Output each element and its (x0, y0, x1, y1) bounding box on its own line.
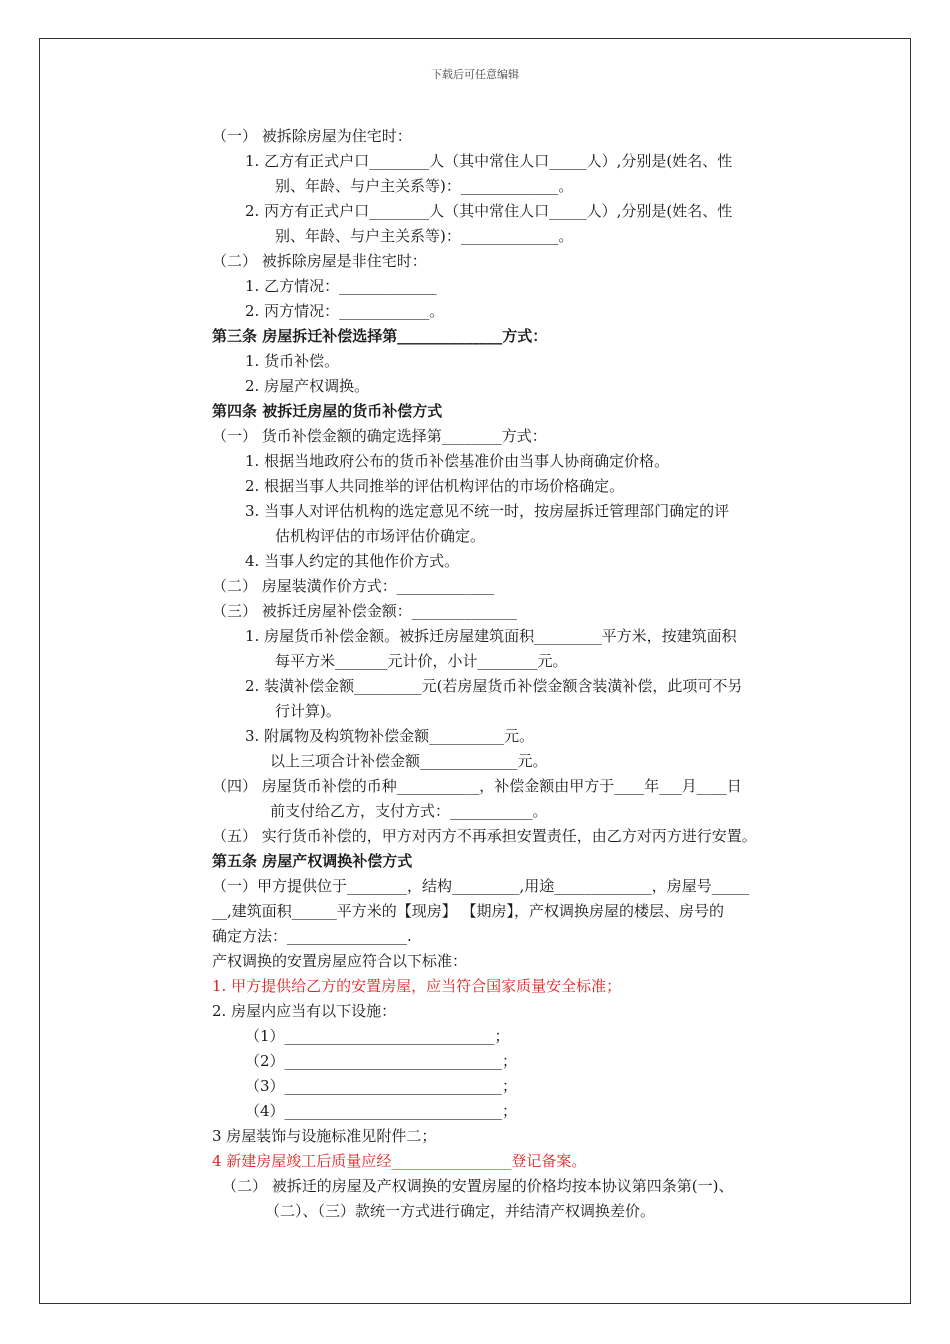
list-item: 1. 房屋货币补偿金额。被拆迁房屋建筑面积_________平方米，按建筑面积 (245, 627, 737, 645)
item-continuation: 估机构评估的市场评估价确定。 (275, 527, 486, 545)
item-continuation: 别、年龄、与户主关系等)：_____________。 (275, 227, 574, 245)
clause-amount-method: （一） 货币补偿金额的确定选择第________方式： (212, 427, 547, 445)
clause-property-location: （一）甲方提供位于________，结构_________,用途_____________，房屋号_____ (212, 877, 750, 895)
clause-resettlement: （五） 实行货币补偿的，甲方对丙方不再承担安置责任，由乙方对丙方进行安置。 (212, 827, 757, 845)
list-item: 1. 根据当地政府公布的货币补偿基准价由当事人协商确定价格。 (245, 452, 670, 470)
item-party-c-household: 2. 丙方有正式户口________人（其中常住人口_____人）,分别是(姓名、性 (245, 202, 733, 220)
article-5-heading: 第五条 房屋产权调换补偿方式 (212, 852, 413, 870)
standard-3: 3 房屋装饰与设施标准见附件二； (212, 1127, 437, 1145)
clause-currency: （四） 房屋货币补偿的币种___________，补偿金额由甲方于____年___月____日 (212, 777, 742, 795)
facility-line: （3）_____________________________； (245, 1077, 518, 1095)
standard-2: 2. 房屋内应当有以下设施： (212, 1002, 397, 1020)
item-continuation: 别、年龄、与户主关系等)：_____________。 (275, 177, 574, 195)
list-item: 3. 附属物及构筑物补偿金额__________元。 (245, 727, 535, 745)
clause-decoration-pricing: （二） 房屋装潢作价方式：_____________ (212, 577, 495, 595)
item-party-c-info: 2. 丙方情况：____________。 (245, 302, 445, 320)
list-item: 4. 当事人约定的其他作价方式。 (245, 552, 460, 570)
clause-compensation-amount: （三） 被拆迁房屋补偿金额：______________ (212, 602, 517, 620)
list-item: 2. 装潢补偿金额_________元(若房屋货币补偿金额含装潢补偿，此项可不另 (245, 677, 743, 695)
facility-line: （4）_____________________________； (245, 1102, 518, 1120)
facility-line: （1）____________________________； (245, 1027, 510, 1045)
list-item: 2. 根据当事人共同推举的评估机构评估的市场价格确定。 (245, 477, 625, 495)
standard-1-highlighted: 1. 甲方提供给乙方的安置房屋，应当符合国家质量安全标准； (212, 977, 622, 995)
clause-1-residential: （一） 被拆除房屋为住宅时： (212, 127, 412, 145)
clause-price-determination: （二） 被拆迁的房屋及产权调换的安置房屋的价格均按本协议第四条第(一)、 (222, 1177, 734, 1195)
item-continuation: 每平方米_______元计价，小计________元。 (275, 652, 568, 670)
item-continuation: __,建筑面积______平方米的【现房】 【期房】，产权调换房屋的楼层、房号的 (212, 902, 725, 920)
standards-intro: 产权调换的安置房屋应符合以下标准： (212, 952, 468, 970)
list-item: 1. 货币补偿。 (245, 352, 340, 370)
page-header: 下载后可任意编辑 (431, 68, 519, 81)
item-party-b-household: 1. 乙方有正式户口________人（其中常住人口_____人）,分别是(姓名、性 (245, 152, 733, 170)
item-continuation: 前支付给乙方，支付方式：___________。 (270, 802, 548, 820)
total-line: 以上三项合计补偿金额_____________元。 (270, 752, 548, 770)
item-continuation: 行计算)。 (275, 702, 341, 720)
list-item: 2. 房屋产权调换。 (245, 377, 370, 395)
article-3-heading: 第三条 房屋拆迁补偿选择第______________方式： (212, 327, 548, 345)
list-item: 3. 当事人对评估机构的选定意见不统一时，按房屋拆迁管理部门确定的评 (245, 502, 730, 520)
item-continuation: （二）、（三）款统一方式进行确定，并结清产权调换差价。 (265, 1202, 656, 1220)
facility-line: （2）_____________________________； (245, 1052, 518, 1070)
item-party-b-info: 1. 乙方情况：_____________ (245, 277, 437, 295)
item-continuation: 确定方法：________________. (212, 927, 412, 945)
article-4-heading: 第四条 被拆迁房屋的货币补偿方式 (212, 402, 443, 420)
standard-4-highlighted: 4 新建房屋竣工后质量应经________________登记备案。 (212, 1152, 587, 1170)
clause-2-nonresidential: （二） 被拆除房屋是非住宅时： (212, 252, 427, 270)
